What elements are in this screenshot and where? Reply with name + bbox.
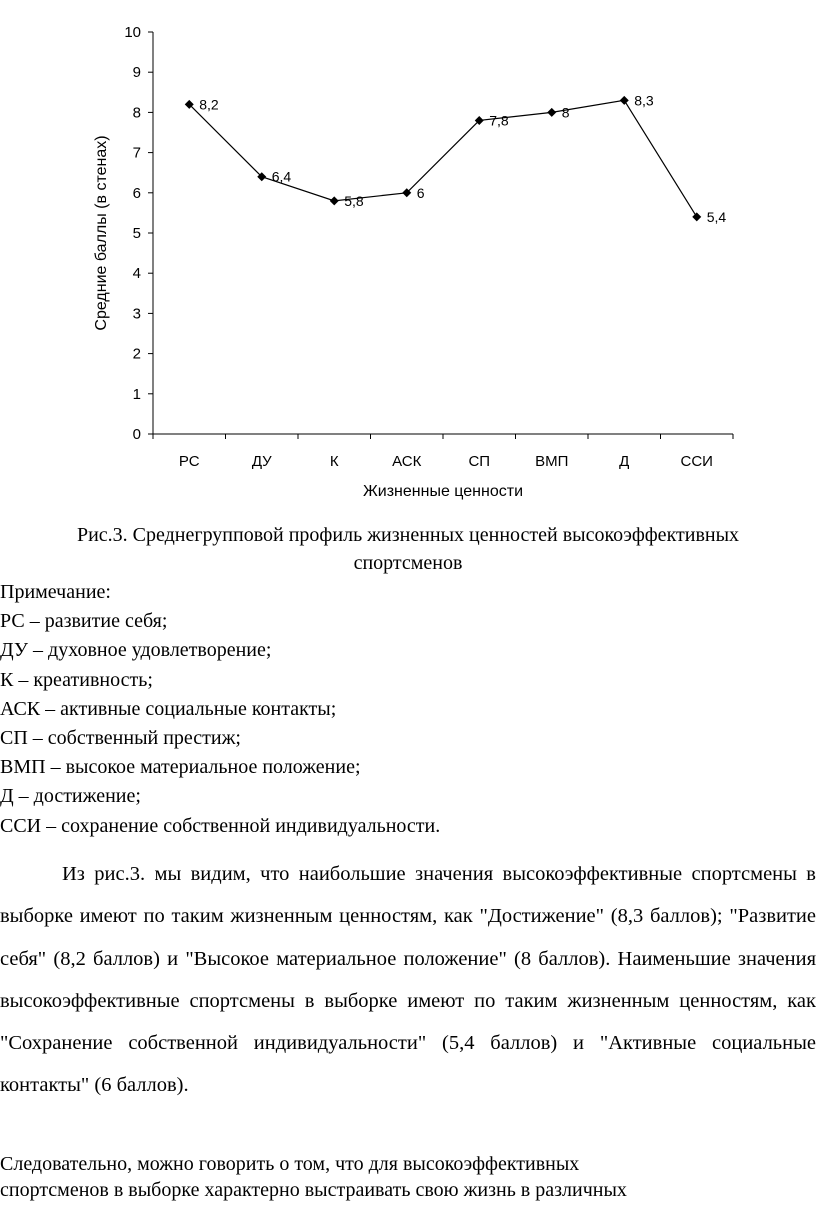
y-tick-label: 5 xyxy=(132,225,141,242)
data-point-marker xyxy=(620,96,629,105)
x-tick-label: ДУ xyxy=(251,453,272,470)
x-tick-label: К xyxy=(329,453,339,470)
x-tick-label: Д xyxy=(619,453,630,470)
body-paragraph: Из рис.3. мы видим, что наибольшие значения высокоэффективные спортсмены в выборке имеют по таким жизненным ценностям, как "Достижение" (8,3 баллов); "Развитие себя" (8,2 баллов) и "Высокое материальное положение" (8 баллов). Наименьшие значения высокоэффективные спортсмены в выборке имеют по таким жизненным ценностям, как "Сохранение собственной индивидуальности" (5,4 баллов) и "Активные социальные контакты" (6 баллов). xyxy=(0,863,816,1097)
data-label: 7,8 xyxy=(489,112,509,129)
note-item: ССИ – сохранение собственной индивидуальности. xyxy=(0,814,441,837)
x-axis-ticks xyxy=(153,434,733,470)
data-label: 6,4 xyxy=(271,168,292,185)
data-label: 8,2 xyxy=(199,96,219,113)
data-label: 5,8 xyxy=(344,192,364,209)
x-tick-label: РС xyxy=(178,453,200,470)
note-item: СП – собственный престиж; xyxy=(0,726,241,749)
caption-line-2: спортсменов xyxy=(353,552,463,574)
y-axis-title: Средние баллы (в стенах) xyxy=(93,135,110,331)
data-label: 8 xyxy=(561,104,570,121)
note-item: ДУ – духовное удовлетворение; xyxy=(0,639,272,662)
y-tick-label: 8 xyxy=(132,104,141,122)
series-line xyxy=(189,100,697,217)
y-axis-ticks xyxy=(124,24,153,443)
figure-caption xyxy=(0,521,816,577)
notes-title: Примечание: xyxy=(0,581,111,603)
y-tick-label: 9 xyxy=(132,64,141,82)
data-point-marker xyxy=(330,196,339,205)
x-tick-label: АСК xyxy=(392,453,422,470)
body-paragraph-continued xyxy=(0,1151,816,1203)
x-tick-label: ССИ xyxy=(680,453,713,470)
note-item: ВМП – высокое материальное положение; xyxy=(0,756,361,779)
note-item: Д – достижение; xyxy=(0,785,141,808)
note-item: АСК – активные социальные контакты; xyxy=(0,697,337,720)
x-tick-label: ВМП xyxy=(535,453,569,470)
paragraph-line-2: спортсменов в выборке характерно выстраивать свою жизнь в различных xyxy=(0,1179,627,1201)
paragraph-line-1: Следовательно, можно говорить о том, что для высокоэффективных xyxy=(0,1153,580,1175)
line-chart xyxy=(0,0,816,510)
y-tick-label: 6 xyxy=(132,184,141,202)
data-point-marker xyxy=(547,108,556,117)
data-points xyxy=(185,92,727,225)
data-label: 8,3 xyxy=(634,92,654,109)
note-item: РС – развитие себя; xyxy=(0,610,168,633)
x-axis-title: Жизненные ценности xyxy=(362,483,524,500)
y-tick-label: 1 xyxy=(132,385,141,403)
y-tick-label: 4 xyxy=(132,265,141,283)
y-tick-label: 7 xyxy=(132,144,141,162)
data-point-marker xyxy=(692,212,701,221)
figure-notes xyxy=(0,578,816,841)
data-label: 5,4 xyxy=(706,208,727,225)
y-tick-label: 10 xyxy=(124,24,141,41)
note-item: К – креативность; xyxy=(0,668,153,691)
caption-line-1: Рис.3. Среднегрупповой профиль жизненных ценностей высокоэффективных xyxy=(76,524,740,546)
y-tick-label: 2 xyxy=(132,345,141,363)
data-label: 6 xyxy=(416,184,425,201)
x-tick-label: СП xyxy=(468,453,491,470)
y-tick-label: 0 xyxy=(132,426,141,443)
y-tick-label: 3 xyxy=(132,305,141,323)
